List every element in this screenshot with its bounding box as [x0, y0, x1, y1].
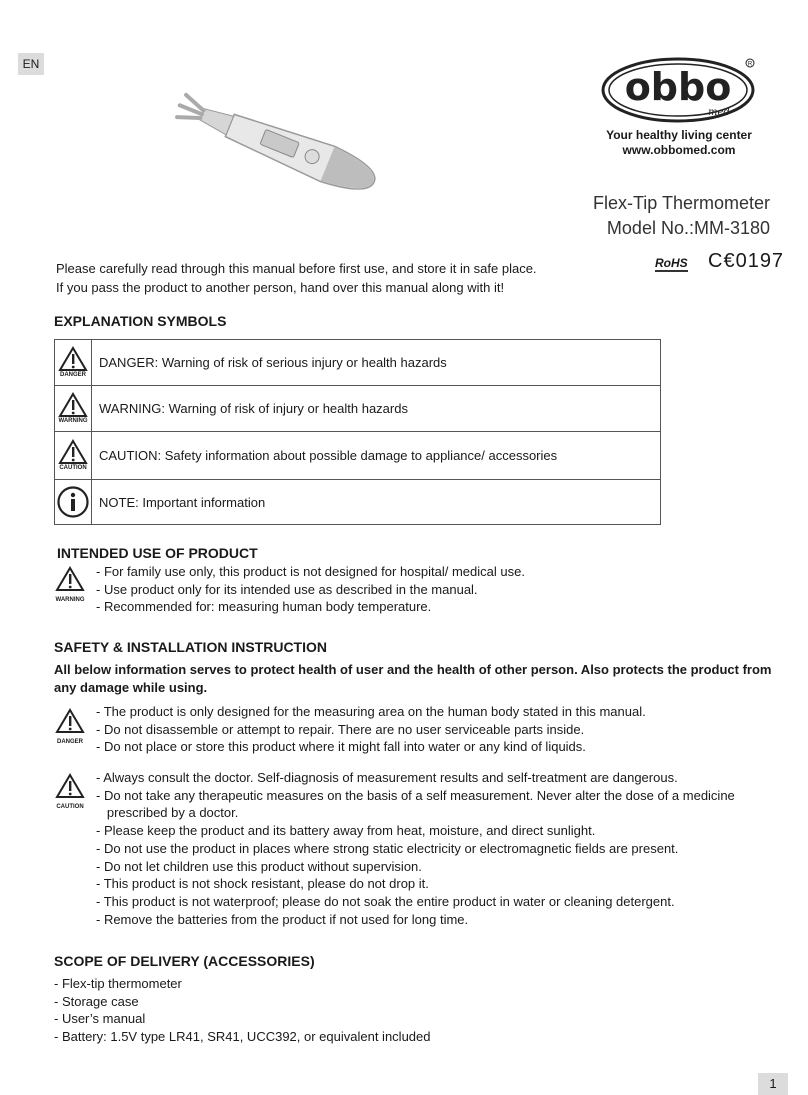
list-item: - Recommended for: measuring human body temperature. — [96, 599, 432, 615]
list-item: - Storage case — [54, 993, 139, 1009]
page-number: 1 — [758, 1073, 788, 1095]
intended-warning-block — [53, 566, 87, 604]
safety-heading: SAFETY & INSTALLATION INSTRUCTION — [54, 639, 327, 655]
list-item: - Always consult the doctor. Self-diagnosis of measurement results and self-treatment are dangerous. — [96, 770, 678, 785]
symbol-row-caution — [55, 432, 661, 480]
caution-icon-label: CAUTION — [59, 465, 87, 471]
danger-icon — [55, 708, 85, 734]
safety-lead: All below information serves to protect health of user and the health of other person. Also protects the product from any damage while using. — [54, 662, 772, 695]
list-item: - Do not place or store this product where it might fall into water or any kind of liquids. — [96, 739, 586, 755]
intro-line-2: If you pass the product to another person, hand over this manual along with it! — [56, 280, 505, 295]
product-name: Flex-Tip Thermometer — [592, 193, 770, 213]
thermometer-image — [165, 82, 385, 212]
list-item: - Do not use the product in places where strong static electricity or electromagnetic fields are present. — [96, 840, 679, 856]
danger-list — [96, 703, 646, 756]
list-item: - Use product only for its intended use as described in the manual. — [96, 581, 478, 597]
symbol-row-note — [55, 480, 661, 525]
list-item: - This product is not waterproof; please do not soak the entire product in water or cleaning detergent. — [96, 893, 675, 909]
certification-marks — [655, 250, 785, 280]
warning-icon-label: WARNING — [58, 418, 88, 424]
warning-icon-label: WARNING — [55, 597, 85, 603]
safety-caution-block — [53, 773, 87, 811]
intro-text — [56, 259, 596, 297]
ce-mark: C€0197 — [708, 250, 785, 272]
list-item: prescribed by a doctor. — [96, 805, 239, 821]
symbol-text-note: NOTE: Important information — [92, 480, 661, 525]
symbols-heading: EXPLANATION SYMBOLS — [54, 313, 227, 329]
list-item: - Remove the batteries from the product if not used for long time. — [96, 911, 469, 927]
list-item: - User’s manual — [54, 1011, 146, 1027]
symbol-text-caution: CAUTION: Safety information about possible damage to appliance/ accessories — [92, 432, 661, 480]
info-icon — [56, 485, 90, 519]
list-item: - Please keep the product and its battery away from heat, moisture, and direct sunlight. — [96, 823, 596, 839]
danger-icon — [58, 346, 88, 372]
symbols-table — [54, 339, 661, 525]
danger-icon-label: DANGER — [59, 372, 86, 378]
list-item: - Do not let children use this product without supervision. — [96, 858, 422, 874]
intro-line-1: Please carefully read through this manual before first use, and store it in safe place. — [56, 261, 537, 276]
delivery-list — [54, 975, 431, 1046]
language-tag: EN — [18, 53, 44, 75]
caution-icon — [58, 439, 88, 465]
list-item: - Do not disassemble or attempt to repair. There are no user serviceable parts inside. — [96, 721, 585, 737]
obbo-logo — [600, 55, 760, 125]
symbol-text-danger: DANGER: Warning of risk of serious injury or health hazards — [92, 340, 661, 386]
intended-use-list — [96, 563, 525, 616]
list-item: - Flex-tip thermometer — [54, 976, 182, 991]
symbol-text-warning: WARNING: Warning of risk of injury or health hazards — [92, 386, 661, 432]
intended-use-heading: INTENDED USE OF PRODUCT — [57, 545, 258, 561]
delivery-heading: SCOPE OF DELIVERY (ACCESSORIES) — [54, 953, 315, 969]
product-title — [540, 191, 770, 241]
list-item: - This product is not shock resistant, please do not drop it. — [96, 876, 429, 892]
safety-danger-block — [53, 708, 87, 746]
svg-text:R: R — [747, 61, 753, 68]
website[interactable]: www.obbomed.com — [622, 143, 736, 157]
caution-icon-label: CAUTION — [56, 804, 84, 810]
logo-sub: med — [708, 107, 730, 118]
symbol-row-warning — [55, 386, 661, 432]
caution-list — [96, 769, 735, 928]
rohs-mark: RoHS — [655, 256, 688, 270]
list-item: - For family use only, this product is not designed for hospital/ medical use. — [96, 564, 525, 579]
tagline: Your healthy living center — [606, 128, 752, 142]
caution-icon — [55, 773, 85, 799]
list-item: - Do not take any therapeutic measures on the basis of a self measurement. Never alter the dose of a medicine — [96, 787, 735, 803]
list-item: - Battery: 1.5V type LR41, SR41, UCC392, or equivalent included — [54, 1029, 431, 1045]
list-item: - The product is only designed for the measuring area on the human body stated in this manual. — [96, 704, 646, 719]
danger-icon-label: DANGER — [56, 739, 83, 745]
warning-icon — [58, 392, 88, 418]
model-number: Model No.:MM-3180 — [606, 218, 770, 238]
tagline-block — [596, 128, 762, 158]
symbol-row-danger — [55, 340, 661, 386]
logo-brand: obbo — [624, 65, 732, 109]
warning-icon — [55, 566, 85, 592]
